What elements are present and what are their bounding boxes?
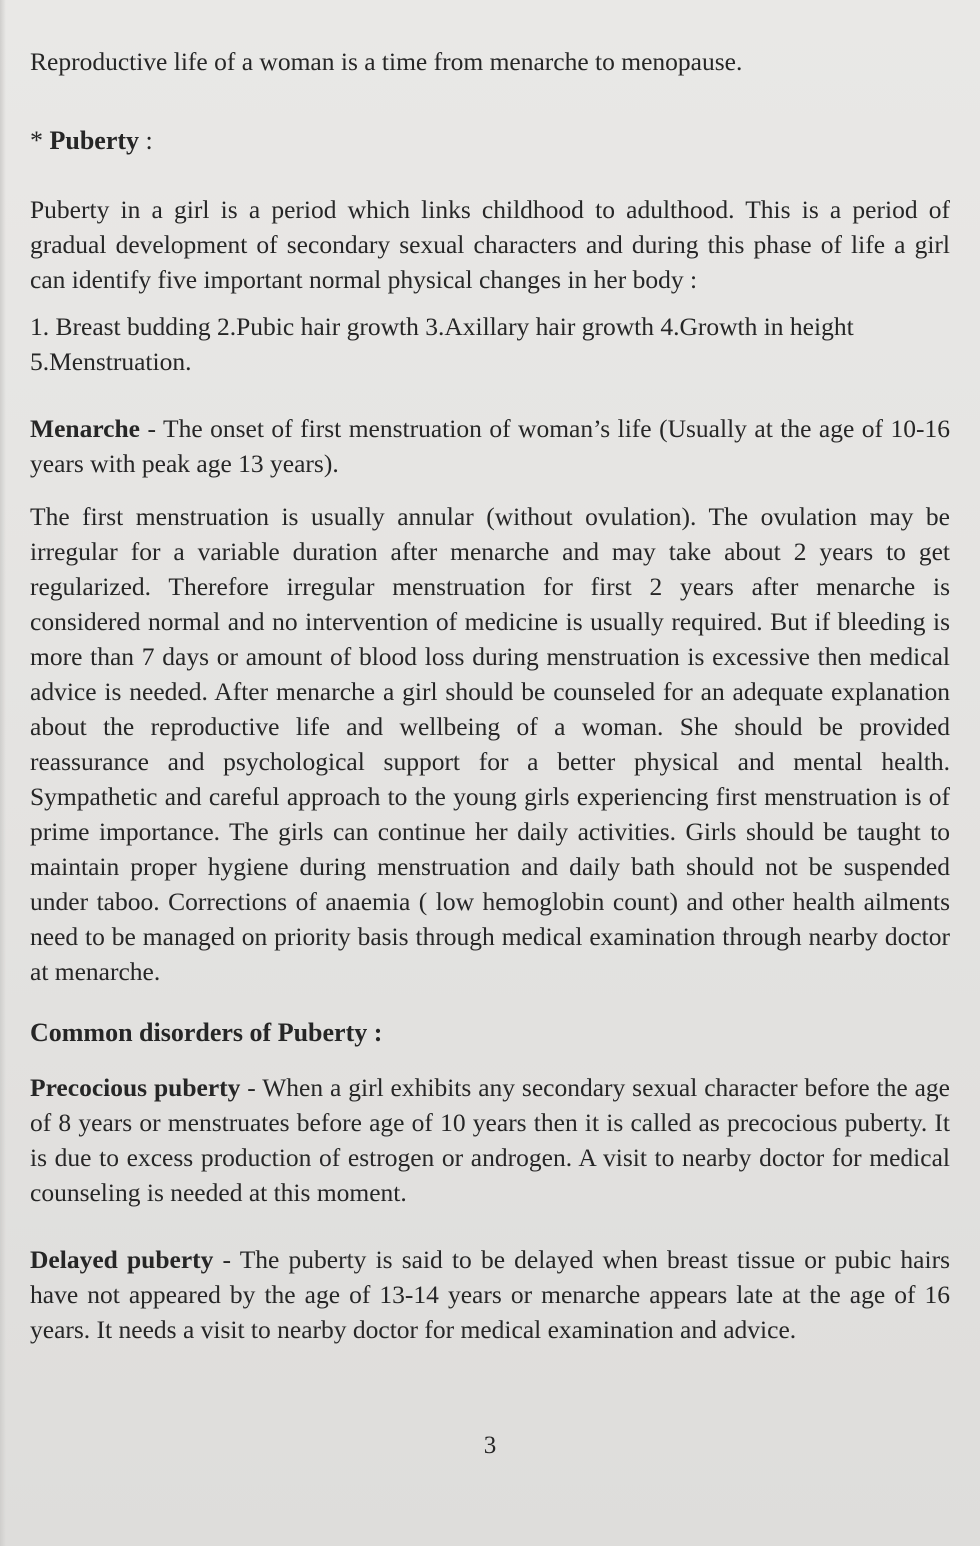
precocious-text: - When a girl exhibits any secondary sexual character before the age of 8 years or menstruates before age of 10 years then it is called as precocious puberty. It is due to excess production of estrogen or androgen. A visit to nearby doctor for medical counseling is needed at this moment. [30,1073,950,1207]
delayed-text: - The puberty is said to be delayed when breast tissue or pubic hairs have not appeared by the age of 13-14 years or menarche appears late at the age of 16 years. It needs a visit to nearby doctor for medical examination and advice. [30,1245,951,1344]
delayed-puberty-paragraph [30,1242,950,1347]
disorders-title: Common disorders of Puberty [30,1018,368,1047]
precocious-puberty-paragraph [30,1070,950,1210]
disorders-colon: : [367,1018,383,1047]
intro-sentence: Reproductive life of a woman is a time from menarche to menopause. [30,47,743,76]
heading-bullet: * [30,126,50,155]
page-number: 3 [483,1432,497,1459]
menarche-definition [30,411,950,481]
precocious-term: Precocious puberty [30,1073,241,1102]
heading-colon: : [139,126,153,155]
delayed-term: Delayed puberty [30,1245,214,1274]
menarche-text: - The onset of first menstruation of woman’s life (Usually at the age of 10-16 years with peak age 13 years). [30,414,950,478]
disorders-heading [30,1015,950,1050]
puberty-paragraph: Puberty in a girl is a period which links childhood to adulthood. This is a period of gradual development of secondary sexual characters and during this phase of life a girl can identify five important normal physical changes in her body : [30,195,950,294]
puberty-heading [30,123,950,158]
menarche-term: Menarche [30,414,140,443]
physical-changes-list: 1. Breast budding 2.Pubic hair growth 3.Axillary hair growth 4.Growth in height 5.Menstruation. [30,312,854,376]
menstruation-paragraph: The first menstruation is usually annular (without ovulation). The ovulation may be irregular for a variable duration after menarche and may take about 2 years to get regularized. Therefore irregular menstruation for first 2 years after menarche is considered normal and no intervention of medicine is usually required. But if bleeding is more than 7 days or amount of blood loss during menstruation is excessive then medical advice is needed. After menarche a girl should be counseled for an adequate explanation about the reproductive life and wellbeing of a woman. She should be provided reassurance and psychological support for a better physical and mental health. Sympathetic and careful approach to the young girls experiencing first menstruation is of prime importance. The girls can continue her daily activities. Girls should be taught to maintain proper hygiene during menstruation and daily bath should not be suspended under taboo. Corrections of anaemia ( low hemoglobin count) and other health ailments need to be managed on priority basis through medical examination through nearby doctor at menarche. [30,502,950,986]
heading-title: Puberty [49,126,140,155]
